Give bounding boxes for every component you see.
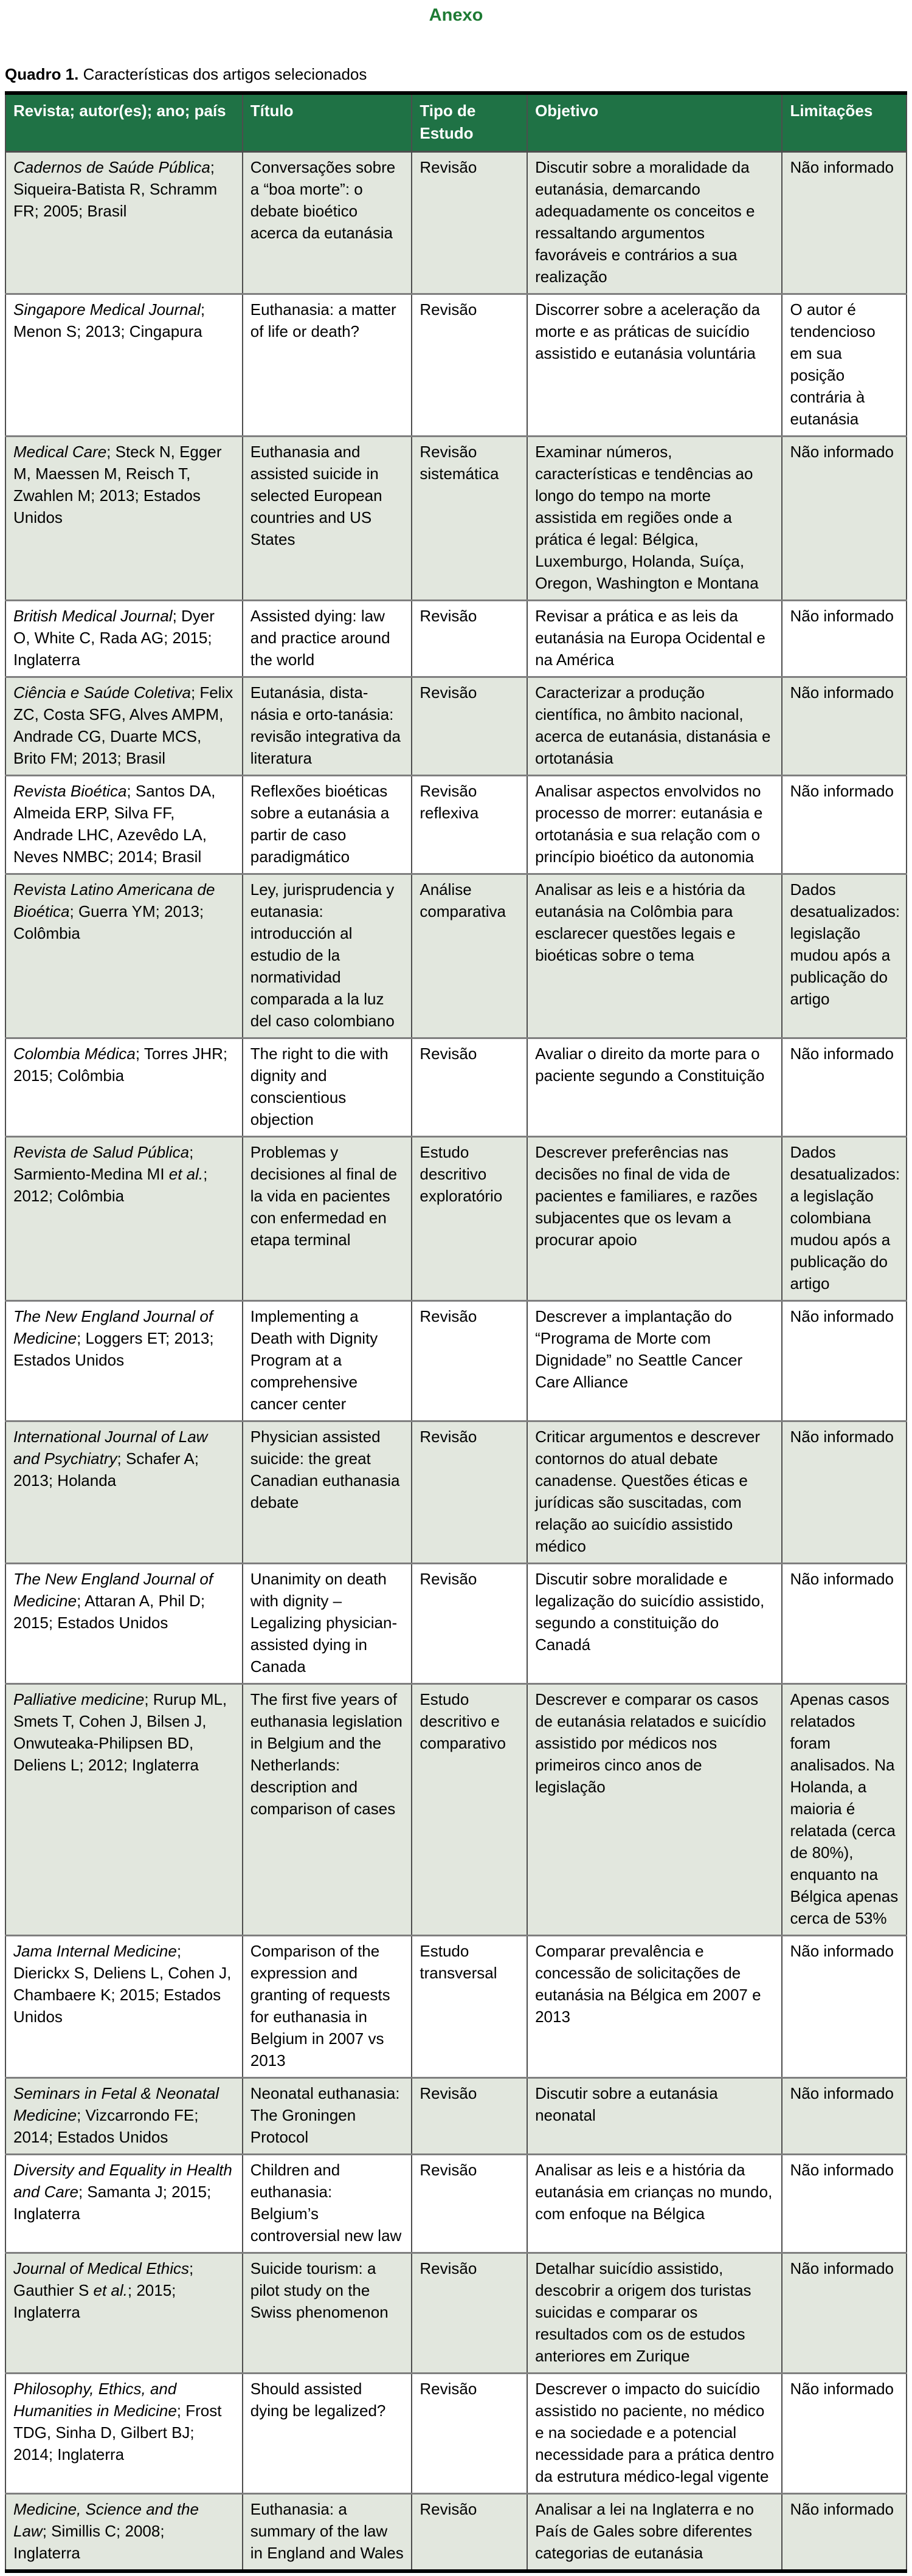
- cell-study-type: Revisão: [412, 2155, 527, 2253]
- cell-study-type: Revisão: [412, 677, 527, 776]
- journal-name: Revista Bioética: [13, 782, 127, 800]
- source-rest1: ; Menon S; 2013; Cingapura: [13, 300, 206, 340]
- cell-source: [5, 2494, 243, 2572]
- journal-name: Jama Internal Medicine: [13, 1942, 177, 1960]
- cell-study-type: Estudo descritivo e comparativo: [412, 1684, 527, 1936]
- source-rest1: ; Simillis C; 2008; Inglaterra: [13, 2522, 165, 2562]
- journal-name: Medical Care: [13, 443, 107, 461]
- source-rest1: ; Santos DA, Almeida ERP, Silva FF, Andrade LHC, Azevêdo LA, Neves NMBC; 2014; Brasil: [13, 782, 216, 866]
- column-header-study-type: Tipo de Estudo: [412, 93, 527, 152]
- journal-name: Palliative medicine: [13, 1690, 145, 1708]
- source-rest1: ; Dyer O, White C, Rada AG; 2015; Inglaterra: [13, 607, 215, 669]
- cell-title: Eutanásia, dista-násia e orto-tanásia: revisão integrativa da literatura: [243, 677, 412, 776]
- cell-title: Euthanasia: a summary of the law in England and Wales: [243, 2494, 412, 2572]
- cell-limitations: Não informado: [782, 1038, 907, 1137]
- cell-study-type: Revisão: [412, 601, 527, 677]
- source-rest2: ; 2012; Colômbia: [13, 1165, 208, 1205]
- cell-title: Reflexões bioéticas sobre a eutanásia a partir de caso paradigmático: [243, 776, 412, 874]
- table-caption: [5, 64, 907, 84]
- cell-title: Euthanasia and assisted suicide in selected European countries and US States: [243, 437, 412, 601]
- table-row: [5, 776, 907, 874]
- journal-name: Revista de Salud Pública: [13, 1143, 190, 1161]
- cell-objective: Analisar as leis e a história da eutanásia na Colômbia para esclarecer questões legais e bioéticas sobre o tema: [527, 874, 782, 1038]
- cell-limitations: Apenas casos relatados foram analisados. Na Holanda, a maioria é relatada (cerca de 80%), enquanto na Bélgica apenas cerca de 53%: [782, 1684, 907, 1936]
- cell-objective: Discorrer sobre a aceleração da morte e as práticas de suicídio assistido e eutanásia voluntária: [527, 294, 782, 437]
- cell-limitations: O autor é tendencioso em sua posição contrária à eutanásia: [782, 294, 907, 437]
- cell-study-type: Revisão: [412, 1421, 527, 1564]
- cell-study-type: Revisão: [412, 1301, 527, 1421]
- table-row: [5, 677, 907, 776]
- cell-objective: Comparar prevalência e concessão de solicitações de eutanásia na Bélgica em 2007 e 2013: [527, 1936, 782, 2078]
- cell-title: Neonatal euthanasia: The Groningen Protocol: [243, 2078, 412, 2155]
- cell-limitations: Não informado: [782, 437, 907, 601]
- cell-source: [5, 1936, 243, 2078]
- cell-study-type: Revisão: [412, 2078, 527, 2155]
- cell-limitations: Não informado: [782, 152, 907, 294]
- cell-source: [5, 1137, 243, 1301]
- cell-objective: Examinar números, características e tendências ao longo do tempo na morte assistida em regiões onde a prática é legal: Bélgica, Luxemburgo, Holanda, Suíça, Oregon, Washington e Montana: [527, 437, 782, 601]
- cell-source: [5, 1564, 243, 1684]
- header-row: [5, 93, 907, 152]
- source-rest1: ; Dierickx S, Deliens L, Cohen J, Chambaere K; 2015; Estados Unidos: [13, 1942, 232, 2026]
- cell-study-type: Revisão: [412, 294, 527, 437]
- cell-source: [5, 2078, 243, 2155]
- cell-study-type: Revisão: [412, 2253, 527, 2374]
- column-header-objective: Objetivo: [527, 93, 782, 152]
- cell-title: Comparison of the expression and granting of requests for euthanasia in Belgium in 2007 vs 2013: [243, 1936, 412, 2078]
- table-row: [5, 1038, 907, 1137]
- cell-source: [5, 601, 243, 677]
- cell-objective: Caracterizar a produção científica, no âmbito nacional, acerca de eutanásia, distanásia e ortotanásia: [527, 677, 782, 776]
- cell-objective: Revisar a prática e as leis da eutanásia na Europa Ocidental e na América: [527, 601, 782, 677]
- cell-study-type: Revisão: [412, 152, 527, 294]
- cell-study-type: Revisão: [412, 1038, 527, 1137]
- table-caption-text: Características dos artigos selecionados: [78, 65, 367, 83]
- cell-study-type: Revisão: [412, 1564, 527, 1684]
- cell-limitations: Não informado: [782, 601, 907, 677]
- table-row: [5, 2494, 907, 2572]
- journal-name: The New England Journal of Medicine: [13, 1570, 213, 1610]
- table-row: [5, 152, 907, 294]
- table-row: [5, 2078, 907, 2155]
- source-rest2: ; 2015; Inglaterra: [13, 2281, 176, 2321]
- cell-objective: Discutir sobre a moralidade da eutanásia, demarcando adequadamente os conceitos e ressaltando argumentos favoráveis e contrários a sua realização: [527, 152, 782, 294]
- column-header-limitations: Limitações: [782, 93, 907, 152]
- cell-title: Ley, jurisprudencia y eutanasia: introducción al estudio de la normatividad comparada a la luz del caso colombiano: [243, 874, 412, 1038]
- cell-source: [5, 776, 243, 874]
- journal-name: Philosophy, Ethics, and Humanities in Medicine: [13, 2380, 177, 2420]
- cell-objective: Criticar argumentos e descrever contornos do atual debate canadense. Questões éticas e jurídicas são suscitadas, com relação ao suicídio assistido médico: [527, 1421, 782, 1564]
- journal-name: Ciência e Saúde Coletiva: [13, 683, 191, 702]
- table-row: [5, 1137, 907, 1301]
- cell-source: [5, 294, 243, 437]
- source-rest1: ; Loggers ET; 2013; Estados Unidos: [13, 1329, 214, 1369]
- cell-limitations: Não informado: [782, 1936, 907, 2078]
- table-caption-label: Quadro 1.: [5, 65, 79, 83]
- cell-study-type: Revisão: [412, 2374, 527, 2494]
- cell-study-type: Análise comparativa: [412, 874, 527, 1038]
- cell-source: [5, 2374, 243, 2494]
- cell-title: Euthanasia: a matter of life or death?: [243, 294, 412, 437]
- cell-source: [5, 1421, 243, 1564]
- cell-study-type: Revisão: [412, 2494, 527, 2572]
- source-etal: et al.: [93, 2281, 128, 2299]
- source-rest1: ; Steck N, Egger M, Maessen M, Reisch T, Zwahlen M; 2013; Estados Unidos: [13, 443, 222, 527]
- table-row: [5, 437, 907, 601]
- cell-limitations: Não informado: [782, 776, 907, 874]
- cell-limitations: Dados desatualizados: legislação mudou após a publicação do artigo: [782, 874, 907, 1038]
- cell-source: [5, 1301, 243, 1421]
- cell-limitations: Não informado: [782, 2155, 907, 2253]
- cell-source: [5, 152, 243, 294]
- table-row: [5, 2253, 907, 2374]
- journal-name: Diversity and Equality in Health and Care: [13, 2161, 232, 2201]
- cell-objective: Detalhar suicídio assistido, descobrir a origem dos turistas suicidas e comparar os resultados com os de estudos anteriores em Zurique: [527, 2253, 782, 2374]
- cell-source: [5, 1038, 243, 1137]
- cell-source: [5, 2253, 243, 2374]
- table-row: [5, 1421, 907, 1564]
- source-rest1: ; Vizcarrondo FE; 2014; Estados Unidos: [13, 2106, 199, 2146]
- cell-limitations: Não informado: [782, 677, 907, 776]
- cell-objective: Analisar a lei na Inglaterra e no País de Gales sobre diferentes categorias de eutanásia: [527, 2494, 782, 2572]
- cell-title: Assisted dying: law and practice around the world: [243, 601, 412, 677]
- cell-title: Implementing a Death with Dignity Program at a comprehensive cancer center: [243, 1301, 412, 1421]
- journal-name: Singapore Medical Journal: [13, 300, 201, 319]
- table-row: [5, 2155, 907, 2253]
- cell-title: The right to die with dignity and conscientious objection: [243, 1038, 412, 1137]
- source-rest1: ; Sarmiento-Medina MI: [13, 1143, 194, 1183]
- table-row: [5, 2374, 907, 2494]
- journal-name: Cadernos de Saúde Pública: [13, 158, 210, 176]
- journal-name: Revista Latino Americana de Bioética: [13, 880, 215, 920]
- cell-objective: Discutir sobre a eutanásia neonatal: [527, 2078, 782, 2155]
- cell-source: [5, 1684, 243, 1936]
- column-header-source: Revista; autor(es); ano; país: [5, 93, 243, 152]
- source-rest1: ; Attaran A, Phil D; 2015; Estados Unidos: [13, 1592, 206, 1632]
- table-body: [5, 152, 907, 2572]
- cell-objective: Descrever a implantação do “Programa de Morte com Dignidade” no Seattle Cancer Care Alliance: [527, 1301, 782, 1421]
- cell-objective: Descrever e comparar os casos de eutanásia relatados e suicídio assistido por médicos nos primeiros cinco anos de legislação: [527, 1684, 782, 1936]
- cell-objective: Descrever preferências nas decisões no final de vida de pacientes e familiares, e razões subjacentes que os levam a procurar apoio: [527, 1137, 782, 1301]
- cell-limitations: Não informado: [782, 2494, 907, 2572]
- table-row: [5, 1936, 907, 2078]
- journal-name: International Journal of Law and Psychiatry: [13, 1428, 208, 1468]
- page-title: Anexo: [429, 5, 483, 25]
- source-rest1: ; Rurup ML, Smets T, Cohen J, Bilsen J, Onwuteaka-Philipsen BD, Deliens L; 2012; Inglaterra: [13, 1690, 227, 1774]
- cell-title: Problemas y decisiones al final de la vida en pacientes con enfermedad en etapa terminal: [243, 1137, 412, 1301]
- cell-limitations: Não informado: [782, 1421, 907, 1564]
- cell-objective: Avaliar o direito da morte para o paciente segundo a Constituição: [527, 1038, 782, 1137]
- column-header-title: Título: [243, 93, 412, 152]
- journal-name: Colombia Médica: [13, 1045, 136, 1063]
- cell-study-type: Revisão reflexiva: [412, 776, 527, 874]
- cell-objective: Descrever o impacto do suicídio assistido no paciente, no médico e na sociedade e a potencial necessidade para a prática dentro da estrutura médico-legal vigente: [527, 2374, 782, 2494]
- cell-study-type: Revisão sistemática: [412, 437, 527, 601]
- cell-limitations: Não informado: [782, 1564, 907, 1684]
- source-rest1: ; Gauthier S: [13, 2259, 194, 2299]
- cell-title: Children and euthanasia: Belgium’s controversial new law: [243, 2155, 412, 2253]
- cell-objective: Analisar as leis e a história da eutanásia em crianças no mundo, com enfoque na Bélgica: [527, 2155, 782, 2253]
- cell-objective: Discutir sobre moralidade e legalização do suicídio assistido, segundo a constituição do Canadá: [527, 1564, 782, 1684]
- cell-limitations: Dados desatualizados: a legislação colombiana mudou após a publicação do artigo: [782, 1137, 907, 1301]
- cell-title: The first five years of euthanasia legislation in Belgium and the Netherlands: description and comparison of cases: [243, 1684, 412, 1936]
- journal-name: Journal of Medical Ethics: [13, 2259, 190, 2277]
- journal-name: British Medical Journal: [13, 607, 173, 625]
- cell-limitations: Não informado: [782, 2253, 907, 2374]
- cell-source: [5, 437, 243, 601]
- table-row: [5, 294, 907, 437]
- source-rest1: ; Frost TDG, Sinha D, Gilbert BJ; 2014; Inglaterra: [13, 2402, 222, 2464]
- source-rest1: ; Torres JHR; 2015; Colômbia: [13, 1045, 228, 1085]
- source-rest1: ; Guerra YM; 2013; Colômbia: [13, 902, 204, 942]
- cell-limitations: Não informado: [782, 2374, 907, 2494]
- journal-name: Medicine, Science and the Law: [13, 2500, 199, 2540]
- source-rest1: ; Siqueira-Batista R, Schramm FR; 2005; Brasil: [13, 158, 218, 220]
- cell-source: [5, 874, 243, 1038]
- table-header: [5, 93, 907, 152]
- cell-source: [5, 677, 243, 776]
- source-rest1: ; Samanta J; 2015; Inglaterra: [13, 2183, 212, 2223]
- cell-title: Should assisted dying be legalized?: [243, 2374, 412, 2494]
- source-rest1: ; Schafer A; 2013; Holanda: [13, 1449, 199, 1490]
- cell-study-type: Estudo descritivo exploratório: [412, 1137, 527, 1301]
- table-row: [5, 1684, 907, 1936]
- cell-title: Unanimity on death with dignity – Legalizing physician-assisted dying in Canada: [243, 1564, 412, 1684]
- cell-objective: Analisar aspectos envolvidos no processo de morrer: eutanásia e ortotanásia e sua relação com o princípio bioético da autonomia: [527, 776, 782, 874]
- table-row: [5, 1301, 907, 1421]
- source-rest1: ; Felix ZC, Costa SFG, Alves AMPM, Andrade CG, Duarte MCS, Brito FM; 2013; Brasil: [13, 683, 233, 767]
- cell-limitations: Não informado: [782, 1301, 907, 1421]
- selected-articles-table: [5, 91, 907, 2573]
- cell-limitations: Não informado: [782, 2078, 907, 2155]
- cell-title: Physician assisted suicide: the great Canadian euthanasia debate: [243, 1421, 412, 1564]
- cell-title: Conversações sobre a “boa morte”: o debate bioético acerca da eutanásia: [243, 152, 412, 294]
- journal-name: The New England Journal of Medicine: [13, 1307, 213, 1347]
- cell-study-type: Estudo transversal: [412, 1936, 527, 2078]
- cell-source: [5, 2155, 243, 2253]
- table-row: [5, 874, 907, 1038]
- table-row: [5, 1564, 907, 1684]
- cell-title: Suicide tourism: a pilot study on the Swiss phenomenon: [243, 2253, 412, 2374]
- journal-name: Seminars in Fetal & Neonatal Medicine: [13, 2084, 219, 2124]
- source-etal: et al.: [168, 1165, 204, 1183]
- table-row: [5, 601, 907, 677]
